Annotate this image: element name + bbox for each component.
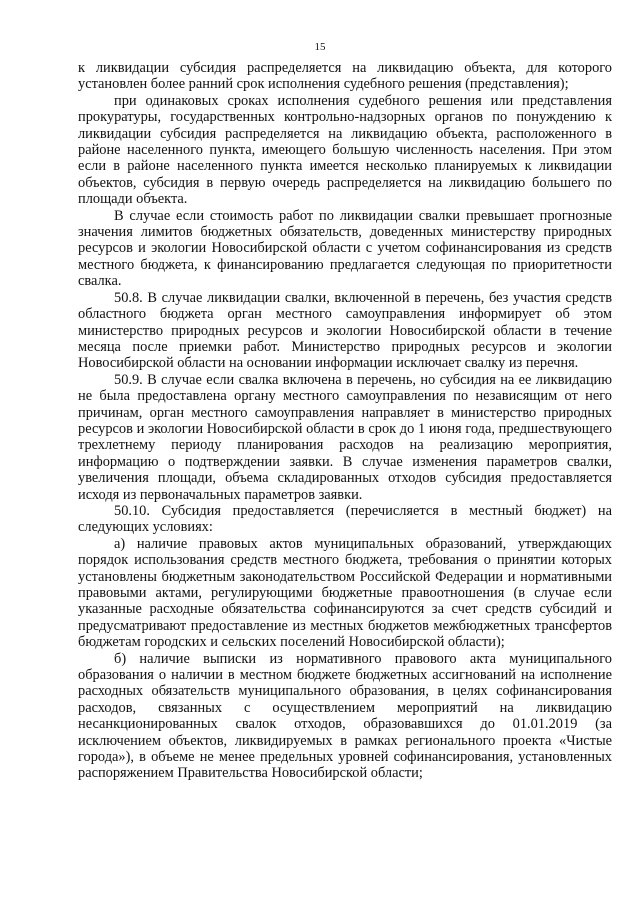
condition-a: а) наличие правовых актов муниципальных образований, утверждающих порядок использования средств местного бюджета, требования о принятии которых установлены бюджетным законодательством Российской Федерации и нормативными правовыми актами, регулирующими бюджетные правоотношения (в случае если указанные расходные обязательства софинансируются за счет средств субсидий и предусматривают предоставление из местных бюджетов межбюджетных трансфертов бюджетам городских и сельских поселений Новосибирской области); bbox=[78, 535, 612, 651]
document-body bbox=[78, 60, 612, 782]
paragraph-continued: к ликвидации субсидия распределяется на ликвидацию объекта, для которого установлен более ранний срок исполнения судебного решения (представления); bbox=[78, 60, 612, 93]
condition-b: б) наличие выписки из нормативного правового акта муниципального образования о наличии в местном бюджете бюджетных ассигнований на исполнение расходных обязательств муниципального образования, в целях софинансирования расходов, связанных с осуществлением мероприятий на ликвидацию несанкционированных свалок отходов, образовавшихся до 01.01.2019 (за исключением объектов, ликвидируемых в рамках регионального проекта «Чистые города»), в объеме не менее предельных уровней софинансирования, установленных распоряжением Правительства Новосибирской области; bbox=[78, 650, 612, 782]
paragraph: при одинаковых сроках исполнения судебного решения или представления прокуратуры, государственных контрольно-надзорных органов по понуждению к ликвидации субсидия распределяется на ликвидацию объекта, расположенного в районе населенного пункта, имеющего большую численность населения. При этом если в районе населенного пункта имеется несколько планируемых к ликвидации объектов, субсидия в первую очередь распределяется на ликвидацию большего по площади объекта. bbox=[78, 92, 612, 208]
paragraph-50-10: 50.10. Субсидия предоставляется (перечисляется в местный бюджет) на следующих условиях: bbox=[78, 502, 612, 536]
paragraph: В случае если стоимость работ по ликвидации свалки превышает прогнозные значения лимитов бюджетных обязательств, доведенных министерству природных ресурсов и экологии Новосибирской области с учетом софинансирования из средств местного бюджета, к финансированию предлагается следующая по приоритетности свалка. bbox=[78, 207, 612, 290]
page-number: 15 bbox=[314, 41, 326, 53]
paragraph-50-8: 50.8. В случае ликвидации свалки, включенной в перечень, без участия средств областного бюджета орган местного самоуправления информирует об этом министерство природных ресурсов и экологии Новосибирской области в течение месяца после приемки работ. Министерство природных ресурсов и экологии Новосибирской области на основании информации исключает свалку из перечня. bbox=[78, 289, 612, 372]
paragraph-50-9: 50.9. В случае если свалка включена в перечень, но субсидия на ее ликвидацию не была предоставлена органу местного самоуправления по независящим от него причинам, орган местного самоуправления направляет в министерство природных ресурсов и экологии Новосибирской области в срок до 1 июня года, предшествующего трехлетнему периоду планирования расходов на реализацию мероприятия, информацию о подтверждении заявки. В случае изменения параметров свалки, увеличения площади, объема складированных отходов субсидия предоставляется исходя из первоначальных параметров заявки. bbox=[78, 371, 612, 503]
